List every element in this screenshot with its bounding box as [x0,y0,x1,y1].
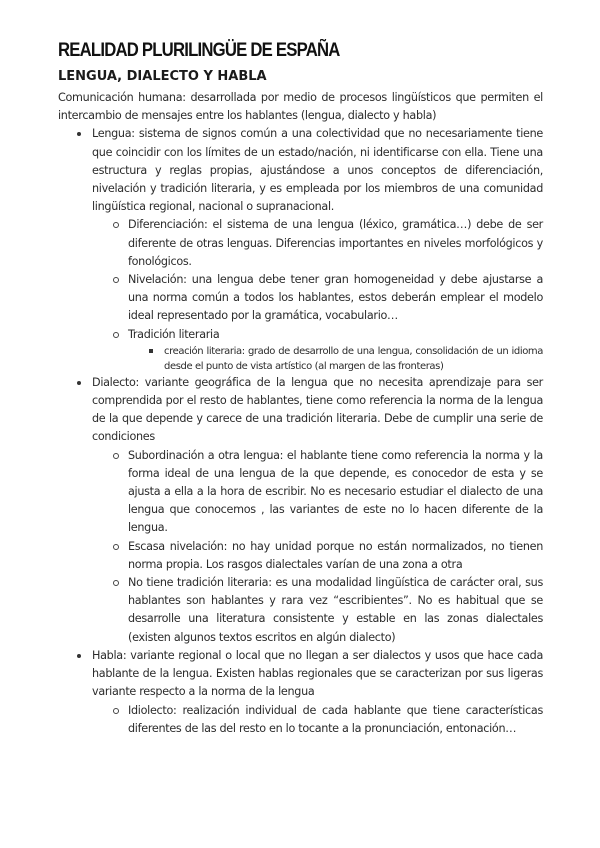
dialecto-definition: Dialecto: variante geográfica de la lengua que no necesita aprendizaje para ser comprendida por el resto de hablantes, tiene como referencia la norma de la lengua de la que depende y carece de una tradición literaria. Debe de cumplir una serie de condiciones [92,375,543,444]
concept-list [58,125,543,738]
list-item-sin-tradicion: No tiene tradición literaria: es una modalidad lingüística de carácter oral, sus hablantes son hablantes y rara vez “escribientes”. No es habitual que se desarrolle una literatura consistente y estable en las zonas dialectales (existen algunos textos escritos en algún dialecto) [128,574,543,647]
page-title: REALIDAD PLURILINGÜE DE ESPAÑA [58,40,340,61]
list-item-escasa-nivelacion: Escasa nivelación: no hay unidad porque no están normalizados, no tienen norma propia. Los rasgos dialectales varían de una zona a otra [128,538,543,574]
habla-sublist [128,702,543,738]
list-item-dialecto [58,374,543,647]
lengua-sublist [128,216,543,373]
list-item-diferenciacion: Diferenciación: el sistema de una lengua (léxico, gramática…) debe de ser diferente de otras lenguas. Diferencias importantes en niveles morfológicos y fonológicos. [128,216,543,271]
list-item-nivelacion: Nivelación: una lengua debe tener gran homogeneidad y debe ajustarse a una norma común a todos los hablantes, estos deberán emplear el modelo ideal representado por la gramática, vocabulario… [128,271,543,326]
habla-definition: Habla: variante regional o local que no llegan a ser dialectos y usos que hace cada hablante de la lengua. Existen hablas regionales que se caracterizan por sus ligeras variante respecto a la norma de la lengua [92,648,543,699]
list-item-lengua [58,125,543,373]
tradicion-sublist [164,344,543,374]
lengua-definition: Lengua: sistema de signos común a una colectividad que no necesariamente tiene que coincidir con los límites de un estado/nación, ni identificarse con ella. Tiene una estructura y reglas propias, ajustándose a unos conceptos de diferenciación, nivelación y tradición literaria, y es empleada por los miembros de una comunidad lingüística regional, nacional o supranacional. [92,127,543,214]
section-heading: LENGUA, DIALECTO Y HABLA [58,69,267,84]
list-item-habla [58,647,543,738]
list-item-creacion-literaria: creación literaria: grado de desarrollo de una lengua, consolidación de un idioma desde el punto de vista artístico (al margen de las fronteras) [164,345,543,372]
list-item-idiolecto: Idiolecto: realización individual de cada hablante que tiene características diferentes de las del resto en lo tocante a la pronunciación, entonación… [128,702,543,738]
tradicion-label: Tradición literaria [128,327,220,341]
dialecto-sublist [128,447,543,647]
list-item-tradicion-literaria [128,326,543,374]
list-item-subordinacion: Subordinación a otra lengua: el hablante tiene como referencia la norma y la forma ideal de una lengua de la que depende, es conocedor de esta y se ajusta a ella a la hora de escribir. No es necesario estudiar el dialecto de una lengua que conocemos , las variantes de este no lo hacen diferente de la lengua. [128,447,543,538]
intro-paragraph: Comunicación humana: desarrollada por medio de procesos lingüísticos que permiten el intercambio de mensajes entre los hablantes (lengua, dialecto y habla) [58,91,543,123]
